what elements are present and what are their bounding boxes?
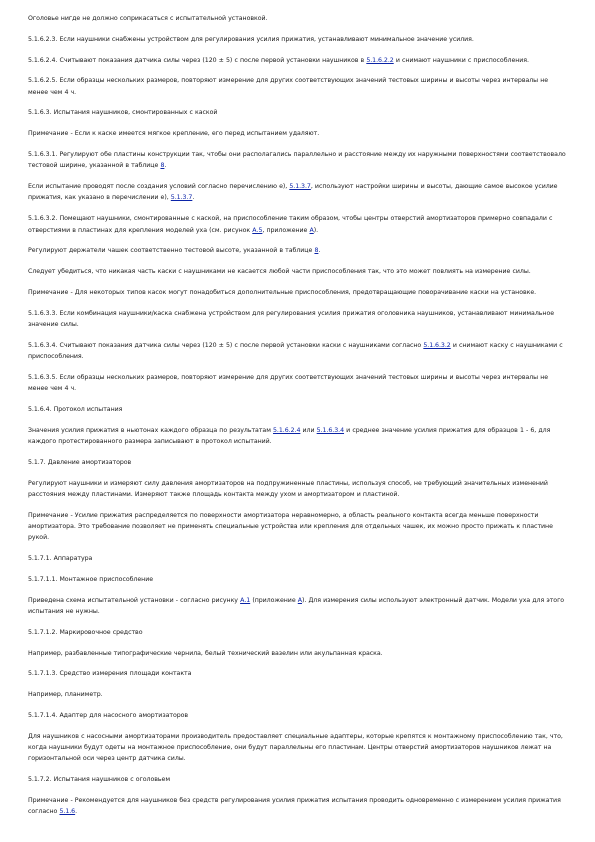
- paragraph-text: и среднее значение усилия прижатия для образцов 1 - 6, для каждого протестированного размера записывают в протокол испытаний.: [28, 426, 551, 446]
- cross-reference-link[interactable]: 5.1.3.7: [170, 194, 193, 202]
- paragraph: [28, 149, 570, 172]
- paragraph-text: Приведена схема испытательной установки - согласно рисунку: [28, 596, 241, 604]
- paragraph-text: ).: [313, 226, 319, 234]
- paragraph-text: Например, разбавленные типографические чернила, белый технический вазелин или акульпанная краска.: [28, 649, 383, 657]
- paragraph-text: 5.1.7.1. Аппаратура: [28, 555, 93, 563]
- document-page: [28, 13, 570, 827]
- paragraph: [28, 425, 570, 448]
- paragraph: [28, 107, 570, 118]
- paragraph: [28, 668, 570, 679]
- paragraph-text: 5.1.6.2.5. Если образцы нескольких размеров, повторяют измерение для других соответствующих значений тестовых ширины и высоты через интервалы не менее чем 4 ч.: [28, 77, 549, 96]
- paragraph: [28, 774, 570, 785]
- paragraph-text: .: [75, 808, 78, 816]
- paragraph-text: 5.1.6.3.2. Помещают наушники, смонтированные с каской, на приспособление таким образом, чтобы центры отверстий амортизаторов примерно совпадали с отверстиями в пластинах для крепления моделей уха (см. рисунок: [28, 215, 553, 234]
- paragraph-text: Оголовье нигде не должно соприкасаться с испытательной установкой.: [28, 15, 268, 22]
- paragraph-text: 5.1.7.1.3. Средство измерения площади контакта: [28, 670, 192, 678]
- paragraph: [28, 266, 570, 277]
- paragraph-text: 5.1.7.1.4. Адаптер для насосного амортизаторов: [28, 712, 189, 720]
- paragraph-text: Примечание - Если к каске имеется мягкое крепление, его перед испытанием удаляют.: [28, 130, 320, 138]
- paragraph: [28, 245, 570, 256]
- paragraph-text: или: [300, 426, 317, 434]
- paragraph-text: Примечание - Рекомендуется для наушников без средств регулирования усилия прижатия испытания проводить одновременно с измерением усилия прижатия согласно: [28, 797, 561, 816]
- paragraph-text: 5.1.6.3. Испытания наушников, смонтированных с каской: [28, 109, 218, 117]
- paragraph: [28, 648, 570, 659]
- cross-reference-link[interactable]: А.5: [252, 226, 263, 234]
- paragraph: [28, 510, 570, 544]
- paragraph-text: Значения усилия прижатия в ньютонах каждого образца по результатам: [28, 426, 273, 434]
- paragraph-text: , приложение: [262, 226, 310, 234]
- paragraph-text: и снимают каску с наушниками с приспособления.: [28, 341, 563, 361]
- paragraph: [28, 553, 570, 564]
- paragraph: [28, 710, 570, 721]
- paragraph: [28, 308, 570, 331]
- paragraph-text: Регулируют наушники и измеряют силу давления амортизаторов на подпружиненные пластины, используя способ, не требующий значительных изменений расстояния между пластинами. Измеряют также площадь контакта между ухом и амортизатором и пластиной.: [28, 479, 548, 499]
- paragraph: [28, 731, 570, 765]
- paragraph: [28, 595, 570, 618]
- paragraph: [28, 340, 570, 363]
- paragraph: [28, 181, 570, 204]
- paragraph: [28, 689, 570, 700]
- paragraph: [28, 457, 570, 468]
- paragraph-text: (приложение: [250, 596, 298, 604]
- paragraph-text: 5.1.7. Давление амортизаторов: [28, 458, 132, 466]
- cross-reference-link[interactable]: А: [297, 596, 302, 604]
- paragraph-text: 5.1.6.3.3. Если комбинация наушники/каска снабжена устройством для регулирования усилия прижатия оголовника наушников, устанавливают минимальное значение силы.: [28, 309, 555, 329]
- paragraph-text: 5.1.6.2.4. Считывают показания датчика силы через (120 ± 5) с после первой установки наушников в: [28, 56, 367, 64]
- paragraph: [28, 287, 570, 298]
- paragraph-text: 5.1.7.2. Испытания наушников с оголовьем: [28, 776, 170, 784]
- paragraph: [28, 75, 570, 98]
- cross-reference-link[interactable]: 5.1.6.3.2: [423, 341, 451, 349]
- paragraph: [28, 404, 570, 415]
- cross-reference-link[interactable]: 5.1.6.3.4: [316, 426, 345, 434]
- paragraph-text: Следует убедиться, что никакая часть каски с наушниками не касается любой части приспособления так, что это может повлиять на измерение силы.: [28, 268, 531, 276]
- cross-reference-link[interactable]: 5.1.6: [59, 808, 76, 816]
- paragraph: [28, 372, 570, 395]
- paragraph-text: .: [192, 194, 195, 202]
- paragraph-text: 5.1.6.3.4. Считывают показания датчика силы через (120 ± 5) с после первой установки каски с наушниками согласно: [28, 341, 424, 349]
- paragraph: [28, 795, 570, 818]
- paragraph: [28, 574, 570, 585]
- paragraph-text: и снимают наушники с приспособления.: [393, 56, 529, 64]
- paragraph-text: 5.1.7.1.2. Маркировочное средство: [28, 628, 143, 636]
- cross-reference-link[interactable]: 5.1.3.7: [289, 183, 311, 191]
- cross-reference-link[interactable]: 8: [160, 162, 165, 170]
- paragraph-text: 5.1.6.4. Протокол испытания: [28, 406, 123, 414]
- paragraph: [28, 128, 570, 139]
- paragraph-text: 5.1.6.3.5. Если образцы нескольких размеров, повторяют измерение для других соответствующих значений тестовых ширины и высоты через интервалы не менее чем 4 ч.: [28, 373, 549, 393]
- paragraph-text: Примечание - Усилие прижатия распределяется по поверхности амортизатора неравномерно, а область реального контакта всегда меньше поверхности амортизатора. Это требование позволяет не применять специальные устройства или крепления для отдельных чашек, их можно просто прижать к пластине рукой.: [28, 511, 553, 542]
- paragraph-text: ). Для измерения силы используют электронный датчик. Модели уха для этого испытания не нужны.: [28, 596, 565, 616]
- paragraph-text: Регулируют держатели чашек соответственно тестовой высоте, указанной в таблице: [28, 247, 315, 255]
- paragraph-text: 5.1.6.2.3. Если наушники снабжены устройством для регулирования усилия прижатия, устанавливают минимальное значение усилия.: [28, 35, 474, 43]
- cross-reference-link[interactable]: А.1: [240, 596, 251, 604]
- paragraph-text: , используют настройки ширины и высоты, дающие самое высокое усилие прижатия, как указано в перечислении е),: [28, 183, 558, 202]
- paragraph: [28, 627, 570, 638]
- paragraph-text: Например, планиметр.: [28, 691, 103, 699]
- paragraph: [28, 55, 570, 66]
- cross-reference-link[interactable]: 8: [314, 247, 319, 255]
- paragraph-text: Для наушников с насосными амортизаторами производитель предоставляет специальные адаптеры, которые крепятся к монтажному приспособлению так, что, когда наушники будут одеты на монтажное приспособление, они будут параллельны его пластинам. Центры отверстий амортизаторов наушников лежат на горизонтальной оси через центр датчика силы.: [28, 732, 563, 763]
- paragraph: [28, 213, 570, 236]
- cross-reference-link[interactable]: 5.1.6.2.2: [366, 56, 394, 64]
- paragraph: [28, 478, 570, 501]
- paragraph-text: Примечание - Для некоторых типов касок могут понадобиться дополнительные приспособления, предотвращающие поворачивание каски на установке.: [28, 288, 537, 296]
- paragraph-text: 5.1.6.3.1. Регулируют обе пластины конструкции так, чтобы они располагались параллельно и расстояние между их наружными поверхностями соответствовало тестовой ширине, указанной в таблице: [28, 151, 566, 170]
- paragraph-text: .: [318, 247, 321, 255]
- paragraph-text: .: [164, 162, 167, 170]
- cross-reference-link[interactable]: А: [309, 226, 314, 234]
- cross-reference-link[interactable]: 5.1.6.2.4: [273, 426, 301, 434]
- paragraph-text: 5.1.7.1.1. Монтажное приспособление: [28, 576, 154, 583]
- paragraph: [28, 34, 570, 45]
- paragraph-text: Если испытание проводят после создания условий согласно перечислению е),: [28, 183, 290, 191]
- paragraph: [28, 13, 570, 24]
